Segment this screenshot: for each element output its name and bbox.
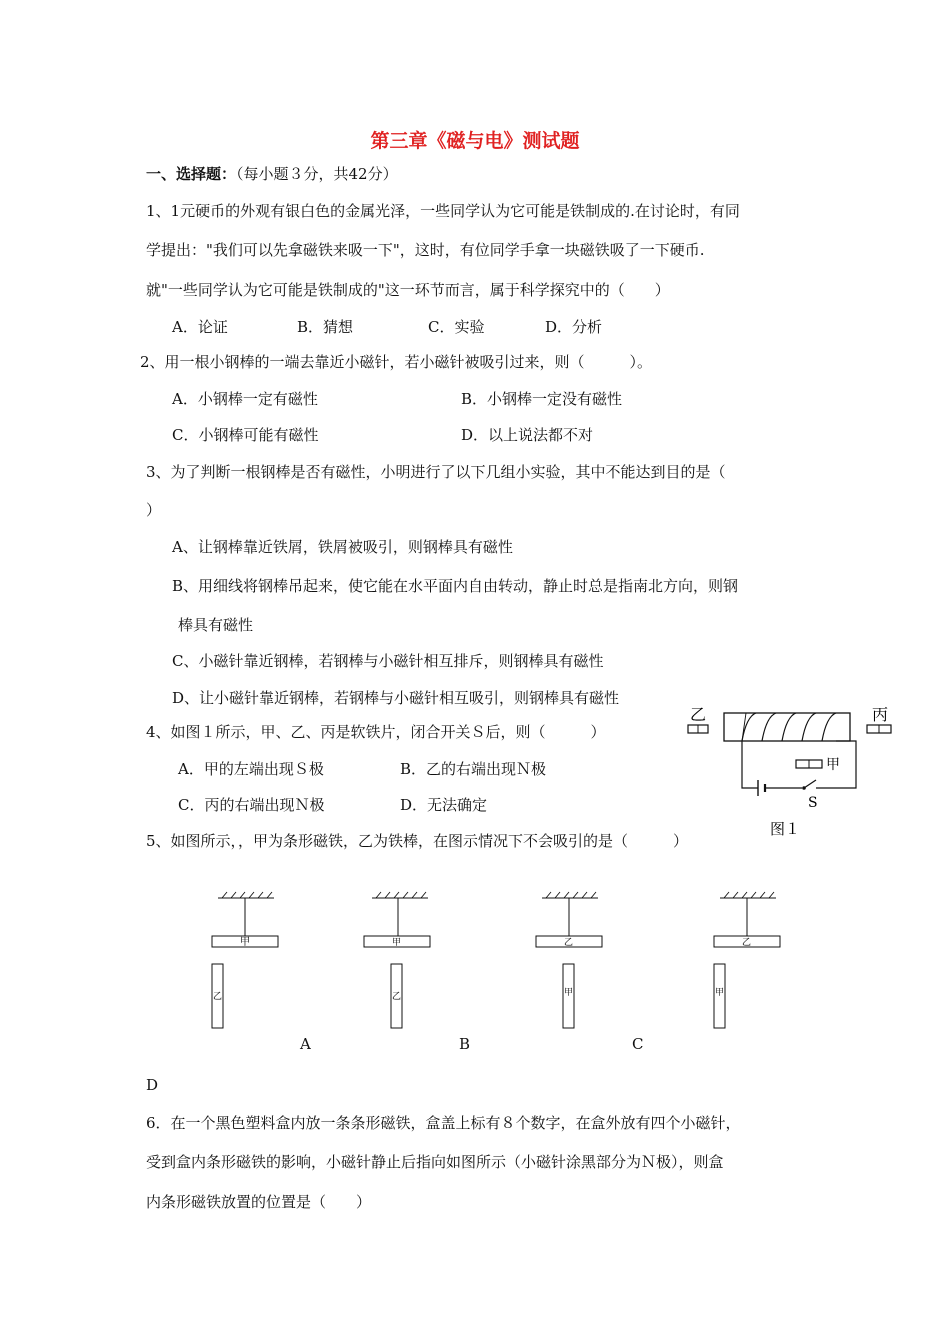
q5-option-d: D [146,1076,159,1094]
q3-option-b-line-2: 棒具有磁性 [178,616,254,634]
q2-option-b: B．小钢棒一定没有磁性 [461,390,623,408]
panel-c-bottom-label: 甲 [564,988,574,998]
q1-line-2: 学提出："我们可以先拿磁铁来吸一下"，这时，有位同学手拿一块磁铁吸了一下硬币. [146,241,705,259]
q4-option-b: B．乙的右端出现Ｎ极 [400,760,547,778]
panel-d-bottom-label: 甲 [715,988,725,998]
section-points: （每小题３分，共42分） [236,165,398,183]
panel-c-top-label: 乙 [564,938,574,948]
q5-option-b: B [459,1035,471,1053]
label-yi: 乙 [690,705,707,724]
label-jia: 甲 [826,757,840,773]
q4-option-a: A．甲的左端出现Ｓ极 [178,760,324,778]
section-heading [146,164,398,184]
section-label: 一、选择题： [146,165,237,183]
q5-figures [200,890,800,1035]
q4-option-c: C．丙的右端出现Ｎ极 [178,796,325,814]
q5-option-a: A [300,1035,311,1053]
q2-option-d: D．以上说法都不对 [461,426,594,444]
panel-b-bottom-label: 乙 [392,992,402,1002]
panel-a-top-label: 甲 [240,937,250,948]
q2-stem: 2、用一根小钢棒的一端去靠近小磁针，若小磁针被吸引过来，则（ ）。 [140,353,653,371]
q6-line-1: 6．在一个黑色塑料盒内放一条条形磁铁，盒盖上标有８个数字，在盒外放有四个小磁针， [146,1114,741,1132]
panel-d-top-label: 乙 [742,938,752,948]
q6-line-2: 受到盒内条形磁铁的影响，小磁针静止后指向如图所示（小磁针涂黑部分为Ｎ极），则盒 [146,1153,724,1171]
label-s: S [808,795,818,811]
q1-line-3: 就"一些同学认为它可能是铁制成的"这一环节而言，属于科学探究中的（ ） [146,281,670,299]
q3-stem-line-2: ） [146,501,162,519]
panel-a-bottom-label: 乙 [213,992,223,1002]
q3-stem-line-1: 3、为了判断一根钢棒是否有磁性，小明进行了以下几组小实验，其中不能达到目的是（ [146,463,726,481]
q4-stem: 4、如图１所示，甲、乙、丙是软铁片，闭合开关Ｓ后，则（ ） [146,723,606,741]
q6-line-3: 内条形磁铁放置的位置是（ ） [146,1193,372,1211]
q5-option-c: C [632,1035,644,1053]
figure-1-circuit [684,700,924,845]
q2-option-a: A．小钢棒一定有磁性 [172,390,318,408]
panel-b [364,892,430,1028]
q5-stem: 5、如图所示，，甲为条形磁铁，乙为铁棒，在图示情况下不会吸引的是（ ） [146,832,689,850]
q2-option-c: C．小钢棒可能有磁性 [172,426,319,444]
q3-option-d: D、让小磁针靠近钢棒，若钢棒与小磁针相互吸引，则钢棒具有磁性 [172,689,620,707]
q1-line-1: 1、1元硬币的外观有银白色的金属光泽，一些同学认为它可能是铁制成的.在讨论时，有同 [146,202,740,220]
q1-option-c: C．实验 [428,318,485,336]
page-title: 第三章《磁与电》测试题 [370,130,580,152]
q3-option-c: C、小磁针靠近钢棒，若钢棒与小磁针相互排斥，则钢棒具有磁性 [172,652,604,670]
q1-option-a: A．论证 [172,318,228,336]
figure-1-caption: 图１ [770,820,801,838]
q1-option-b: B．猜想 [297,318,354,336]
panel-a [212,892,278,1028]
q3-option-a: A、让钢棒靠近铁屑，铁屑被吸引，则钢棒具有磁性 [172,538,513,556]
switch-lever [804,780,816,788]
panel-c [536,892,602,1028]
q1-option-d: D．分析 [545,318,603,336]
panel-d [714,892,780,1028]
q3-option-b-line-1: B、用细线将钢棒吊起来，使它能在水平面内自由转动，静止时总是指南北方向，则钢 [172,577,739,595]
label-bing: 丙 [872,705,889,724]
coil-turns [742,713,836,741]
panel-b-top-label: 甲 [392,938,402,948]
q4-option-d: D．无法确定 [400,796,488,814]
